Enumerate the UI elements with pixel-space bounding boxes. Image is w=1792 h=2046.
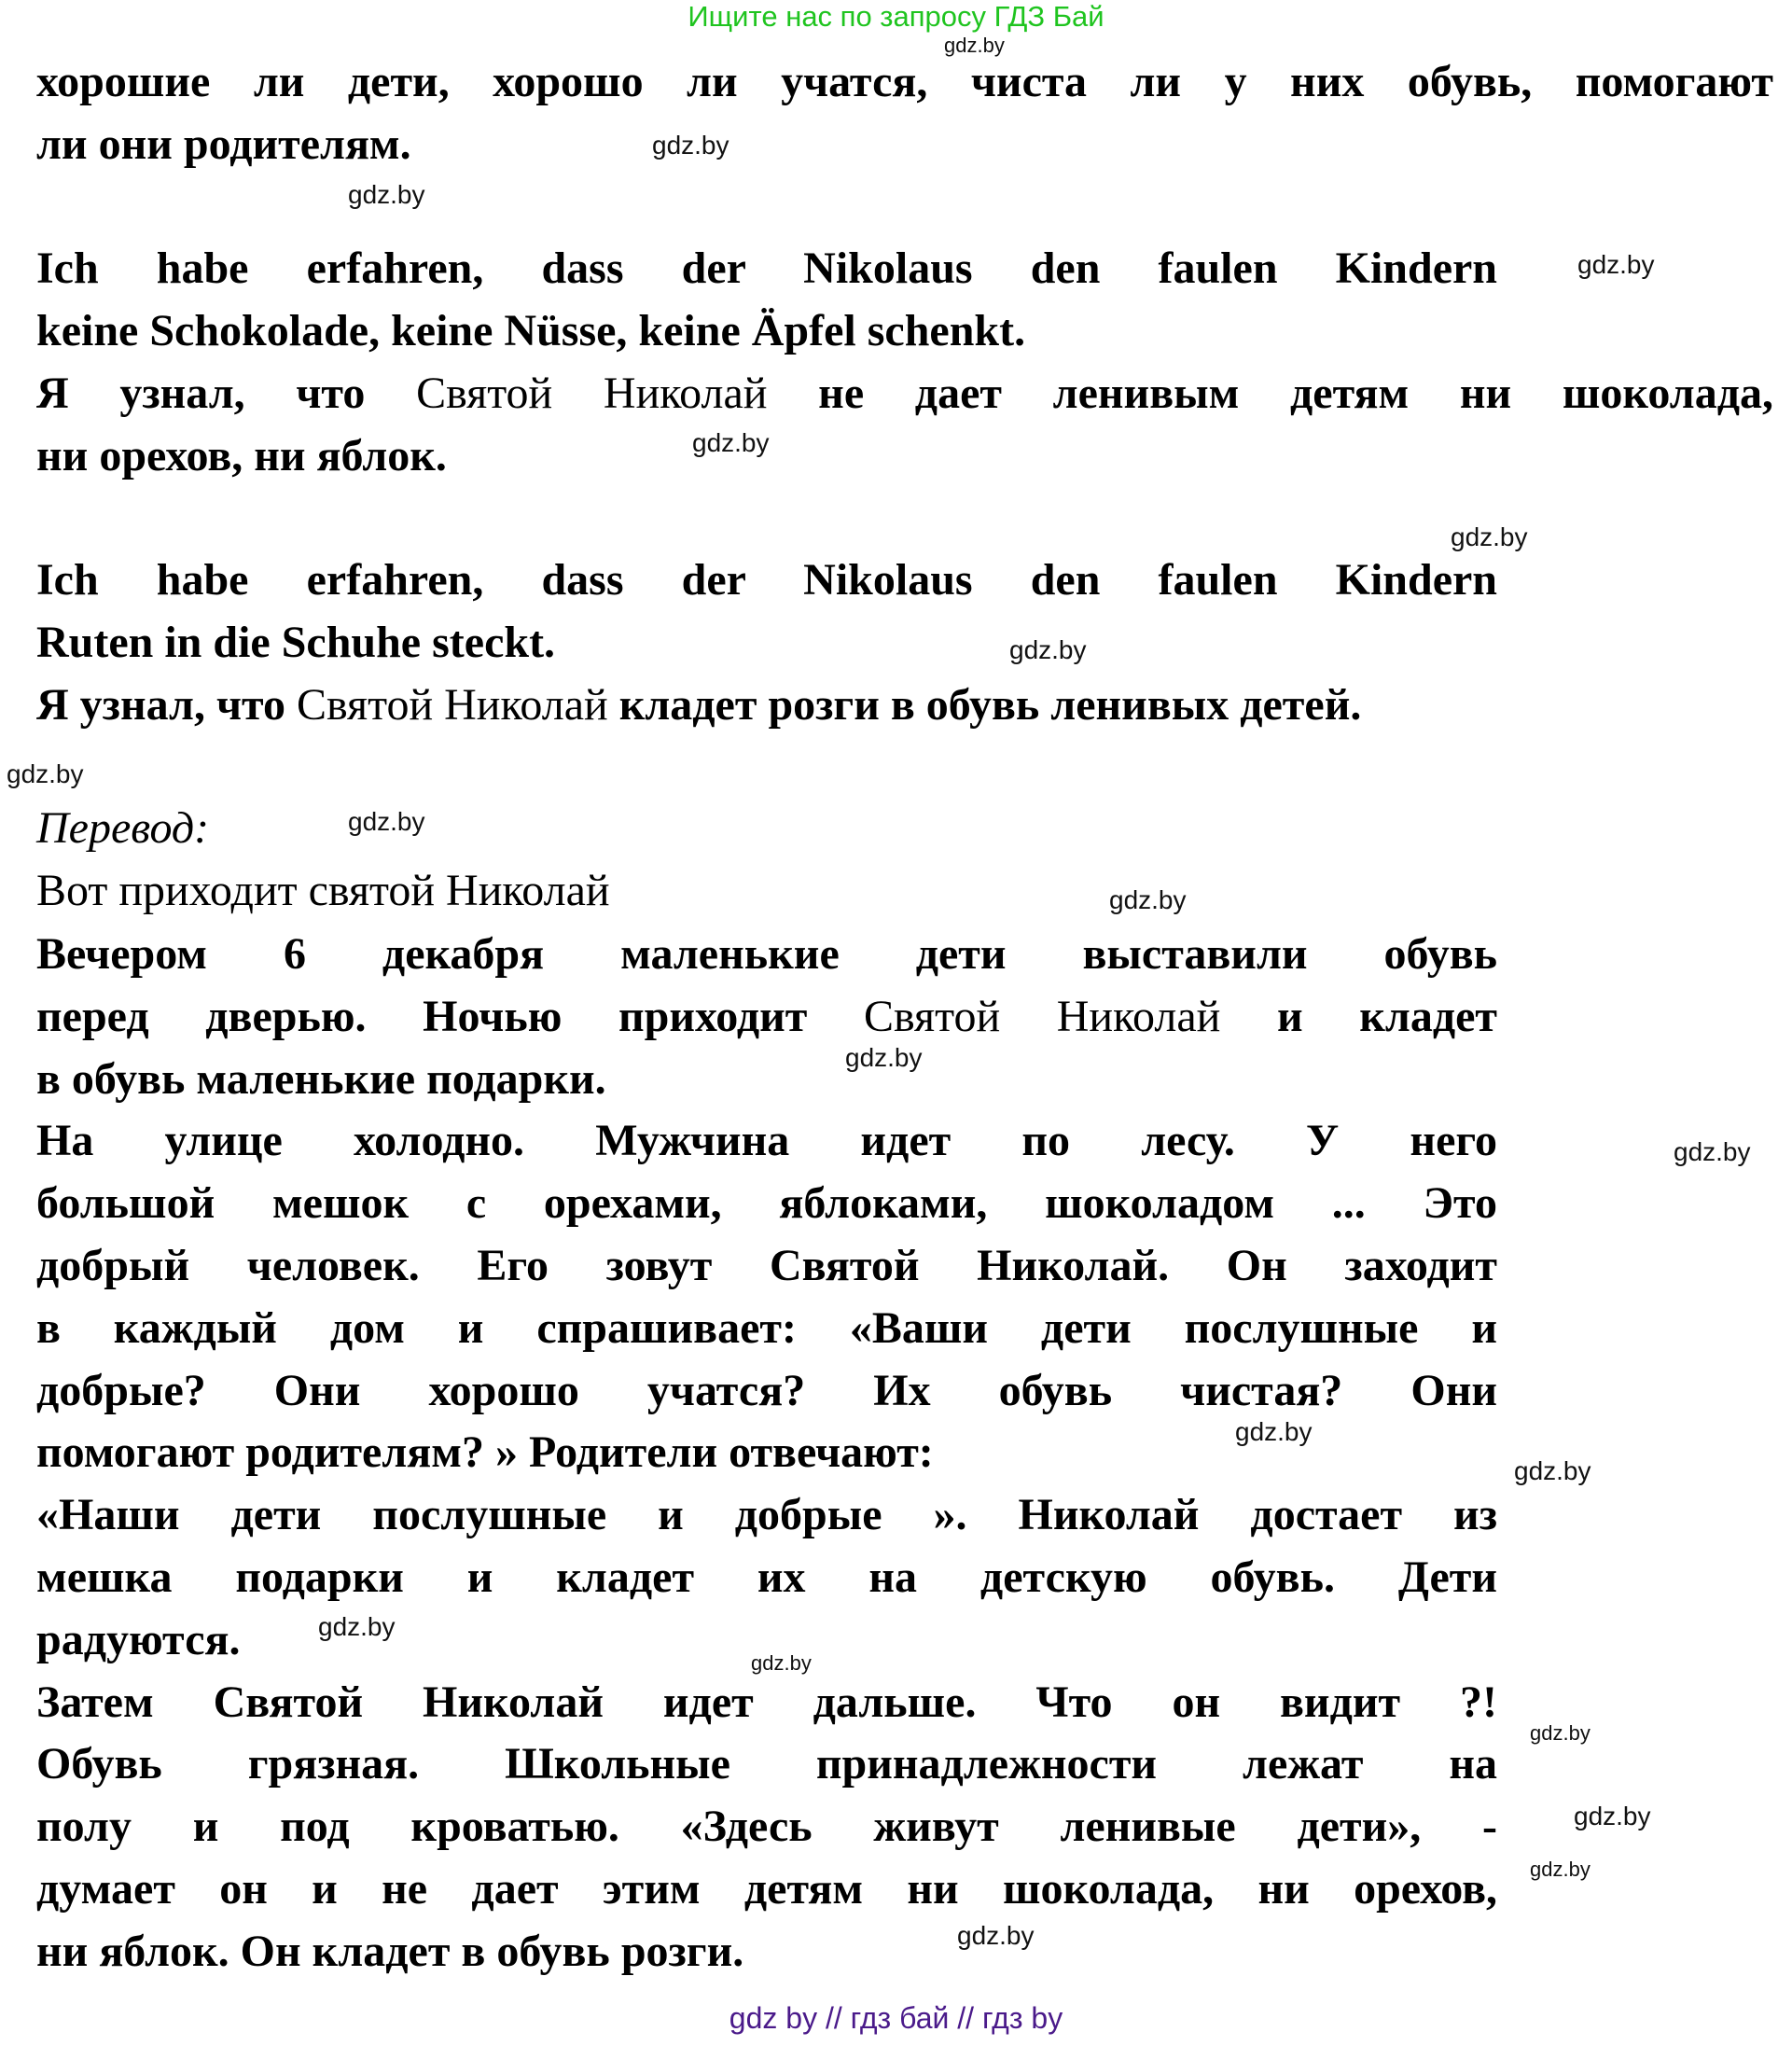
watermark: gdz.by bbox=[1530, 1858, 1591, 1881]
text-line bbox=[36, 1242, 1497, 1290]
text-segment: Обувь грязная. Школьные принадлежности лежат на bbox=[36, 1739, 1497, 1789]
watermark: gdz.by bbox=[652, 131, 729, 160]
text-segment: Я узнал, что bbox=[36, 680, 297, 730]
text-line bbox=[36, 993, 1497, 1041]
watermark: gdz.by bbox=[692, 428, 770, 457]
watermark: gdz.by bbox=[1514, 1456, 1591, 1485]
watermark: gdz.by bbox=[751, 1651, 812, 1675]
text-line bbox=[36, 930, 1497, 979]
text-segment: перед дверью. Ночью приходит bbox=[36, 992, 864, 1041]
text-line bbox=[36, 1740, 1497, 1789]
text-line bbox=[36, 556, 1497, 605]
text-segment: «Наши дети послушные и добрые ». Николай достает из bbox=[36, 1490, 1497, 1539]
text-segment: Вечером 6 декабря маленькие дети выставили обувь bbox=[36, 929, 1497, 979]
text-line bbox=[36, 867, 610, 915]
watermark: gdz.by bbox=[957, 1921, 1035, 1950]
text-segment: ни яблок. Он кладет в обувь розги. bbox=[36, 1927, 744, 1976]
text-segment: Святой Николай bbox=[296, 680, 608, 730]
watermark: gdz.by bbox=[1674, 1137, 1751, 1166]
text-segment: думает он и не дает этим детям ни шоколада, ни орехов, bbox=[36, 1864, 1497, 1914]
text-line bbox=[36, 307, 1025, 355]
watermark: gdz.by bbox=[348, 180, 425, 209]
watermark: gdz.by bbox=[944, 34, 1005, 57]
text-line bbox=[36, 1553, 1497, 1602]
text-segment: ни орехов, ни яблок. bbox=[36, 431, 447, 480]
text-segment: Ich habe erfahren, dass der Nikolaus den faulen Kindern bbox=[36, 244, 1497, 293]
text-segment: Святой Николай bbox=[416, 369, 768, 418]
text-segment: хорошие ли дети, хорошо ли учатся, чиста ли у них обувь, помогают bbox=[36, 57, 1773, 106]
text-line bbox=[36, 681, 1361, 730]
text-segment: Ich habe erfahren, dass der Nikolaus den faulen Kindern bbox=[36, 555, 1497, 605]
text-line bbox=[36, 244, 1497, 293]
text-line bbox=[36, 1055, 606, 1104]
text-segment: keine Schokolade, keine Nüsse, keine Äpfel schenkt. bbox=[36, 306, 1026, 355]
watermark: gdz.by bbox=[1109, 885, 1187, 914]
text-segment: Ruten in die Schuhe steckt. bbox=[36, 618, 556, 667]
footer-links: gdz by // гдз бай // гдз by bbox=[729, 2001, 1063, 2035]
text-segment: большой мешок с орехами, яблоками, шоколадом ... Это bbox=[36, 1178, 1497, 1228]
text-segment: Святой Николай bbox=[863, 992, 1221, 1041]
text-segment: добрый человек. Его зовут Святой Николай. Он заходит bbox=[36, 1241, 1497, 1290]
text-line bbox=[36, 1179, 1497, 1228]
text-line bbox=[36, 1117, 1497, 1165]
text-segment: не дает ленивым детям ни шоколада, bbox=[767, 369, 1774, 418]
text-segment: Я узнал, что bbox=[36, 369, 417, 418]
text-line bbox=[36, 1304, 1497, 1353]
text-line bbox=[36, 1367, 1497, 1415]
text-line bbox=[36, 619, 555, 667]
text-segment: полу и под кроватью. «Здесь живут ленивые дети», - bbox=[36, 1802, 1497, 1851]
text-line bbox=[36, 1802, 1497, 1851]
search-banner: Ищите нас по запросу ГДЗ Бай bbox=[688, 0, 1104, 33]
text-line bbox=[36, 1865, 1497, 1914]
text-segment: ли они родителям. bbox=[36, 119, 411, 169]
watermark: gdz.by bbox=[318, 1612, 396, 1641]
watermark: gdz.by bbox=[1451, 522, 1528, 551]
watermark: gdz.by bbox=[7, 759, 84, 788]
text-line bbox=[36, 432, 447, 480]
text-segment: мешка подарки и кладет их на детскую обувь. Дети bbox=[36, 1552, 1497, 1602]
text-line bbox=[36, 1491, 1497, 1539]
text-line bbox=[36, 58, 1773, 106]
watermark: gdz.by bbox=[1530, 1721, 1591, 1745]
watermark: gdz.by bbox=[1235, 1417, 1313, 1446]
text-line bbox=[36, 804, 209, 853]
text-line bbox=[36, 369, 1773, 418]
text-segment: добрые? Они хорошо учатся? Их обувь чистая? Они bbox=[36, 1366, 1497, 1415]
watermark: gdz.by bbox=[1574, 1802, 1651, 1830]
watermark: gdz.by bbox=[1577, 250, 1655, 279]
text-segment: Вот приходит святой Николай bbox=[36, 866, 610, 915]
text-segment: Перевод: bbox=[36, 803, 210, 853]
text-segment: кладет розги в обувь ленивых детей. bbox=[607, 680, 1362, 730]
text-line bbox=[36, 1616, 240, 1664]
text-line bbox=[36, 1928, 743, 1976]
text-segment: Затем Святой Николай идет дальше. Что он видит ?! bbox=[36, 1677, 1497, 1727]
text-line bbox=[36, 1428, 934, 1477]
text-segment: помогают родителям? » Родители отвечают: bbox=[36, 1427, 934, 1477]
text-segment: в обувь маленькие подарки. bbox=[36, 1054, 606, 1104]
text-segment: и кладет bbox=[1220, 992, 1497, 1041]
text-segment: в каждый дом и спрашивает: «Ваши дети послушные и bbox=[36, 1303, 1497, 1353]
text-line bbox=[36, 1678, 1497, 1727]
text-segment: радуются. bbox=[36, 1615, 241, 1664]
watermark: gdz.by bbox=[1009, 635, 1087, 664]
watermark: gdz.by bbox=[348, 807, 425, 836]
text-line bbox=[36, 120, 411, 169]
watermark: gdz.by bbox=[845, 1043, 923, 1072]
text-segment: На улице холодно. Мужчина идет по лесу. У него bbox=[36, 1116, 1497, 1165]
